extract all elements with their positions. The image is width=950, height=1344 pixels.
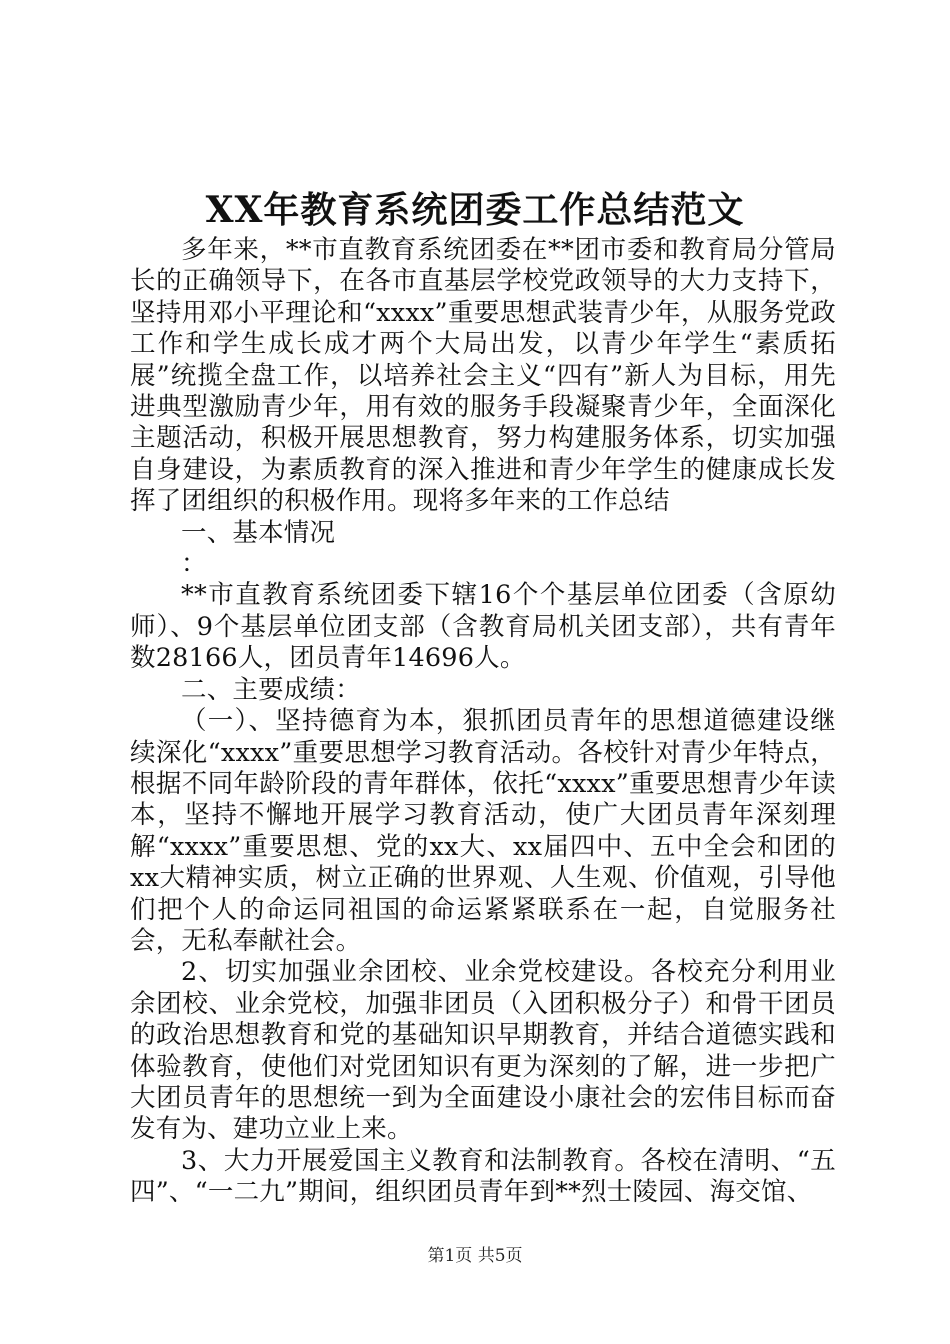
section-heading-achievements: 二、主要成绩： — [181, 674, 361, 705]
document-title: XX年教育系统团委工作总结范文 — [205, 189, 745, 231]
paragraph-party-school: 2、切实加强业余团校、业余党校建设。各校充分利用业余团校、业余党校，加强非团员（入团积极分子）和骨干团员的政治思想教育和党的基础知识早期教育，并结合道德实践和体验教育，使他们对党团知识有更为深刻的了解，进一步把广大团员青年的思想统一到为全面建设小康社会的宏伟目标而奋发有为、建功立业上来。 — [130, 957, 836, 1145]
document-body — [130, 235, 836, 1209]
paragraph-colon: ： — [181, 549, 207, 580]
paragraph-basic-info: **市直教育系统团委下辖16个个基层单位团委（含原幼师）、9个基层单位团支部（含教育局机关团支部），共有青年数28166人，团员青年14696人。 — [130, 580, 836, 674]
paragraph-intro: 多年来，**市直教育系统团委在**团市委和教育局分管局长的正确领导下，在各市直基层学校党政领导的大力支持下，坚持用邓小平理论和“xxxx”重要思想武装青少年，从服务党政工作和学生成长成才两个大局出发，以青少年学生“素质拓展”统揽全盘工作，以培养社会主义“四有”新人为目标，用先进典型激励青少年，用有效的服务手段凝聚青少年，全面深化主题活动，积极开展思想教育，努力构建服务体系，切实加强自身建设，为素质教育的深入推进和青少年学生的健康成长发挥了团组织的积极作用。现将多年来的工作总结 — [130, 235, 836, 517]
paragraph-moral-education: （一）、坚持德育为本，狠抓团员青年的思想道德建设继续深化“xxxx”重要思想学习教育活动。各校针对青少年特点，根据不同年龄阶段的青年群体，依托“xxxx”重要思想青少年读本，坚持不懈地开展学习教育活动，使广大团员青年深刻理解“xxxx”重要思想、党的xx大、xx届四中、五中全会和团的xx大精神实质，树立正确的世界观、人生观、价值观，引导他们把个人的命运同祖国的命运紧紧联系在一起，自觉服务社会，无私奉献社会。 — [130, 706, 836, 956]
section-heading-basic: 一、基本情况 — [181, 517, 336, 548]
paragraph-patriotic-education: 3、大力开展爱国主义教育和法制教育。各校在清明、“五四”、“一二九”期间，组织团员青年到**烈士陵园、海交馆、 — [130, 1145, 836, 1208]
page-footer: 第1页 共5页 — [427, 1246, 523, 1266]
